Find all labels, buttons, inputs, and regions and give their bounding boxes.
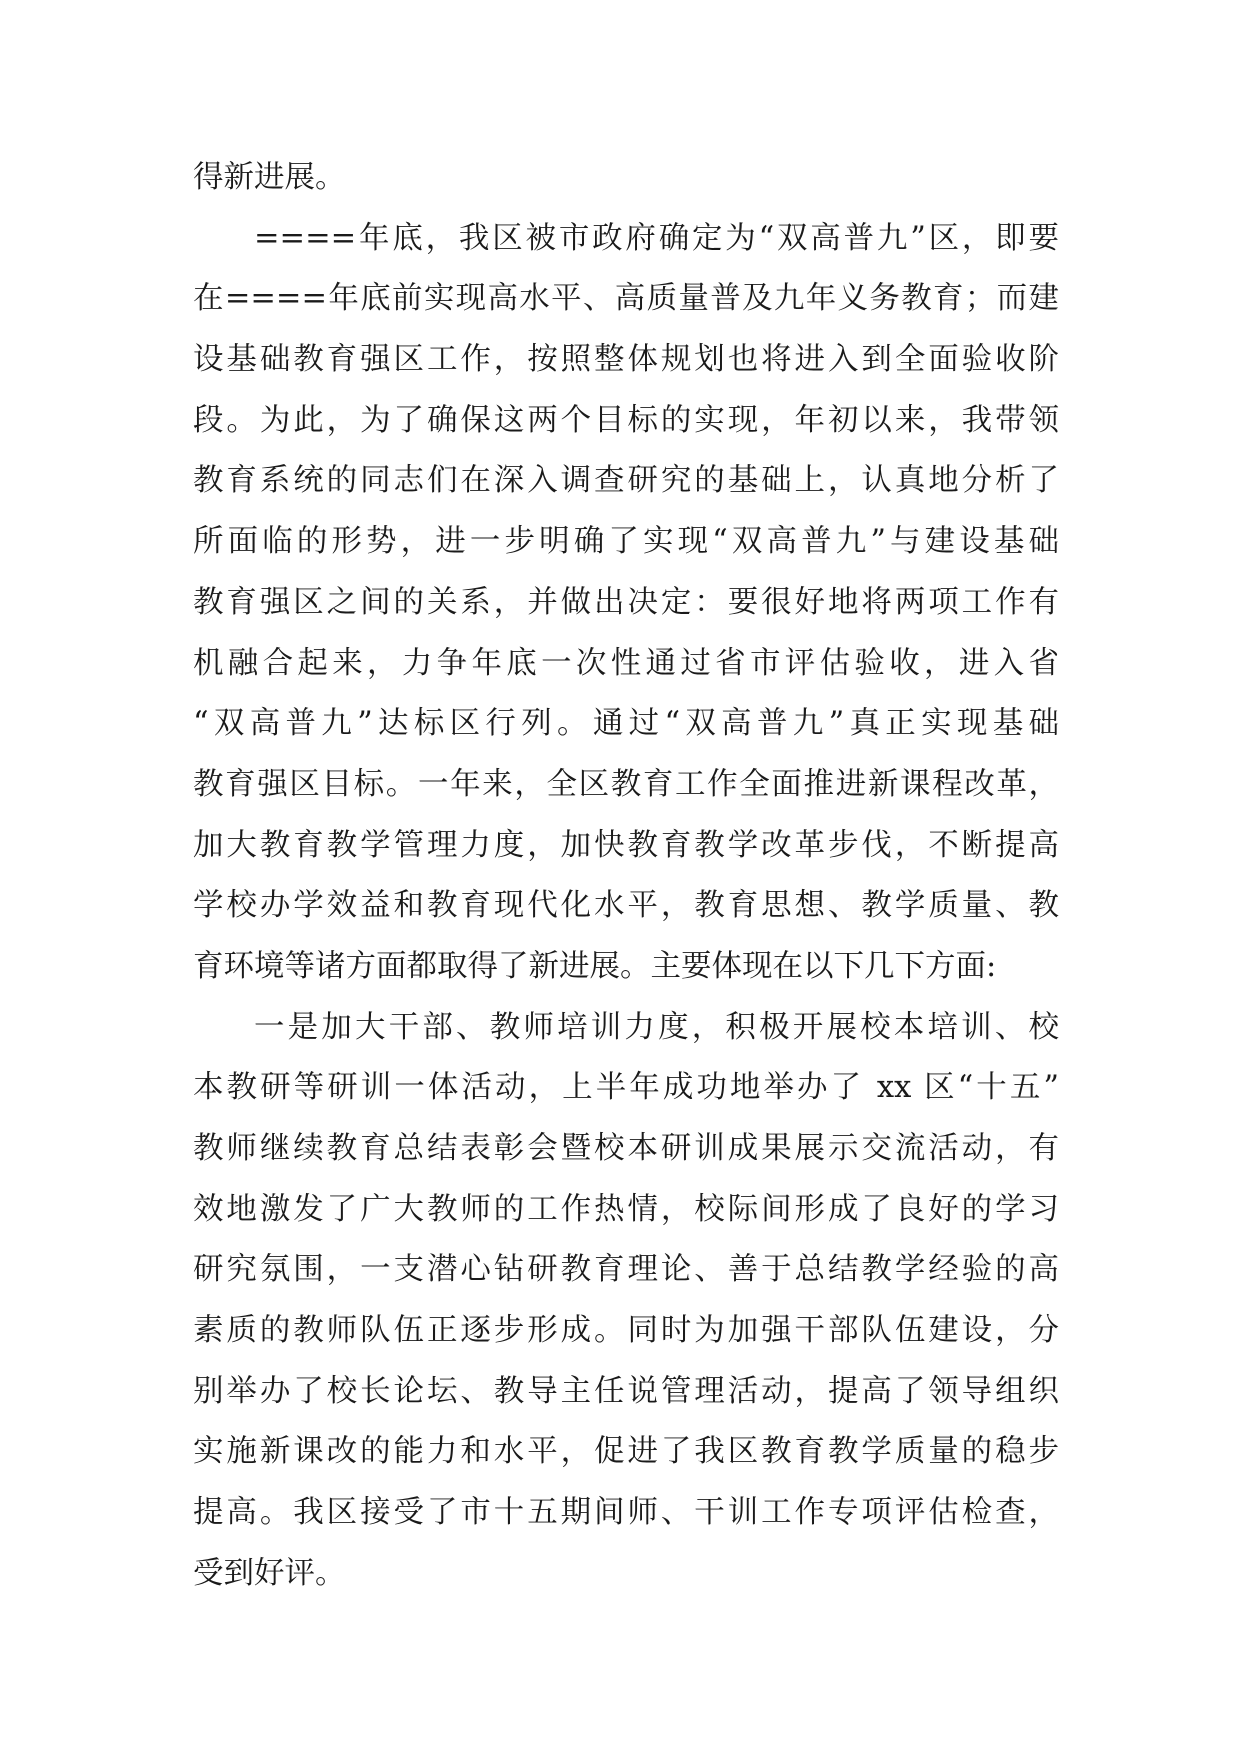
text-line: 所面临的形势，进一步明确了实现“双高普九”与建设基础 — [193, 524, 1059, 560]
text-line: 学校办学效益和教育现代化水平，教育思想、教学质量、教 — [193, 888, 1059, 924]
text-line: 受到好评。 — [193, 1555, 346, 1591]
text-line: 在====年底前实现高水平、高质量普及九年义务教育；而建 — [193, 281, 1059, 317]
text-line: 效地激发了广大教师的工作热情，校际间形成了良好的学习 — [193, 1191, 1059, 1227]
text-line: 加大教育教学管理力度，加快教育教学改革步伐，不断提高 — [193, 827, 1059, 863]
text-line: 实施新课改的能力和水平，促进了我区教育教学质量的稳步 — [193, 1434, 1059, 1470]
text-line: 提高。我区接受了市十五期间师、干训工作专项评估检查， — [193, 1495, 1059, 1531]
text-line: 教育强区目标。一年来，全区教育工作全面推进新课程改革， — [193, 766, 1059, 802]
text-line: ====年底，我区被市政府确定为“双高普九”区，即要 — [254, 220, 1059, 256]
text-line: 本教研等研训一体活动，上半年成功地举办了 xx 区“十五” — [193, 1070, 1059, 1106]
text-line: 教师继续教育总结表彰会暨校本研训成果展示交流活动，有 — [193, 1131, 1059, 1166]
text-line: 别举办了校长论坛、教导主任说管理活动，提高了领导组织 — [193, 1373, 1059, 1409]
text-line: 教育系统的同志们在深入调查研究的基础上，认真地分析了 — [193, 463, 1059, 499]
text-line: 研究氛围，一支潜心钻研教育理论、善于总结教学经验的高 — [193, 1252, 1059, 1288]
text-line: “双高普九”达标区行列。通过“双高普九”真正实现基础 — [193, 706, 1059, 742]
text-line: 段。为此，为了确保这两个目标的实现，年初以来，我带领 — [193, 402, 1059, 438]
text-line: 一是加大干部、教师培训力度，积极开展校本培训、校 — [254, 1009, 1059, 1045]
text-line: 育环境等诸方面都取得了新进展。主要体现在以下几下方面: — [193, 948, 997, 984]
text-line: 教育强区之间的关系，并做出决定：要很好地将两项工作有 — [193, 584, 1059, 620]
text-line: 机融合起来，力争年底一次性通过省市评估验收，进入省 — [193, 645, 1059, 681]
document-body-text — [193, 148, 1059, 1605]
text-line: 得新进展。 — [193, 160, 346, 195]
text-line: 设基础教育强区工作，按照整体规划也将进入到全面验收阶 — [193, 342, 1059, 378]
text-line: 素质的教师队伍正逐步形成。同时为加强干部队伍建设，分 — [193, 1313, 1059, 1349]
